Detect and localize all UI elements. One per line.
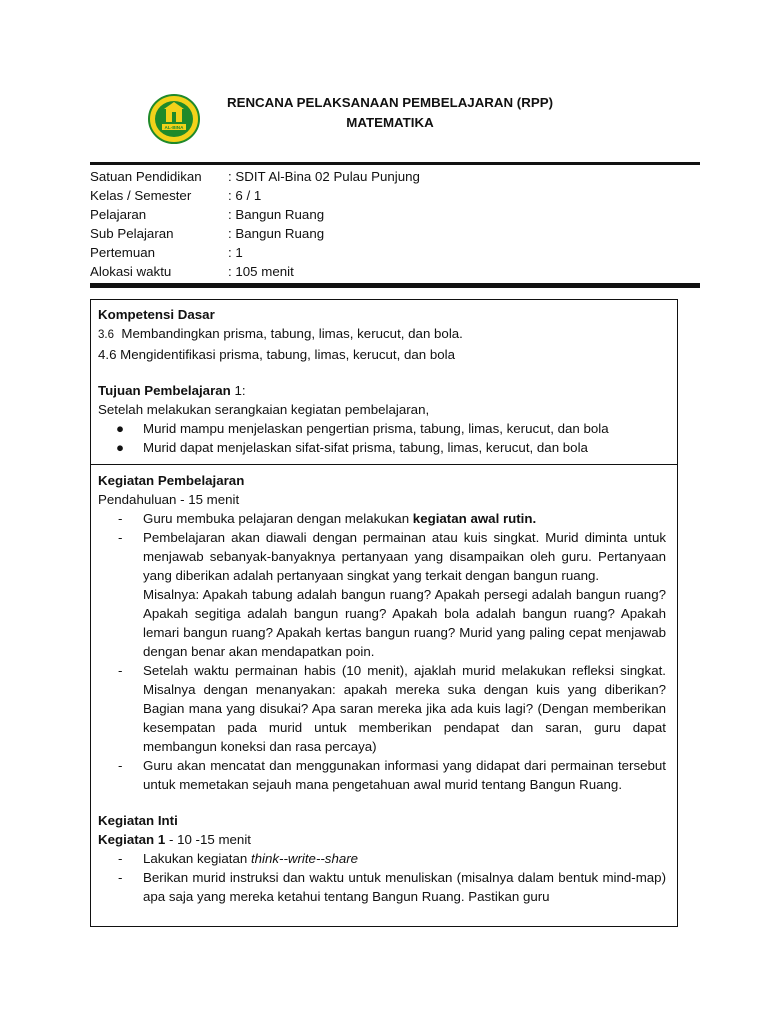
activity-1-line bbox=[98, 830, 671, 849]
identity-table bbox=[90, 167, 650, 281]
meta-row bbox=[90, 243, 650, 262]
kd-number: 3.6 bbox=[98, 329, 114, 341]
meta-value: : 105 menit bbox=[228, 264, 294, 279]
step-text: Berikan murid instruksi dan waktu untuk menuliskan (misalnya dalam bentuk mind-map) apa saja yang mereka ketahui tentang Bangun Ruang. Pastikan guru bbox=[143, 870, 666, 904]
top-divider bbox=[90, 162, 700, 165]
activity-1-duration: - 10 -15 menit bbox=[165, 832, 251, 847]
meta-key: Kelas / Semester bbox=[90, 188, 192, 203]
list-item bbox=[98, 509, 671, 528]
step-text: Pembelajaran akan diawali dengan permainan atau kuis singkat. Murid diminta untuk menjawab sebanyak-banyaknya pertanyaan yang disampaikan oleh guru. Pertanyaan yang diberikan adalah pertanyaan singkat yang terkait dengan bangun ruang. bbox=[143, 530, 666, 583]
intro-phase-label: Pendahuluan - 15 menit bbox=[98, 492, 240, 507]
step-text: Guru membuka pelajaran dengan melakukan bbox=[143, 511, 413, 526]
objective-list bbox=[98, 419, 671, 457]
objective-heading-line bbox=[98, 381, 671, 400]
meta-value: : Bangun Ruang bbox=[228, 207, 325, 222]
logo-text: AL-BINA bbox=[164, 125, 184, 130]
objective-text: Murid mampu menjelaskan pengertian prisma, tabung, limas, kerucut, dan bola bbox=[143, 421, 609, 436]
competency-section bbox=[91, 300, 677, 457]
kd-3-6 bbox=[98, 324, 671, 345]
competency-box bbox=[90, 299, 678, 465]
dash-marker: - bbox=[118, 758, 123, 773]
meta-value: : Bangun Ruang bbox=[228, 226, 325, 241]
kd-4-6: 4.6 Mengidentifikasi prisma, tabung, limas, kerucut, dan bola bbox=[98, 347, 455, 362]
step-text: Lakukan kegiatan bbox=[143, 851, 251, 866]
step-text: Guru akan mencatat dan menggunakan informasi yang didapat dari permainan tersebut untuk memetakan sejauh mana pengetahuan awal murid tentang Bangun Ruang. bbox=[143, 758, 666, 792]
step-bold: kegiatan awal rutin. bbox=[412, 511, 537, 526]
meta-value: : 1 bbox=[228, 245, 243, 260]
dash-marker: - bbox=[118, 511, 123, 526]
step-text: Setelah waktu permainan habis (10 menit), ajaklah murid melakukan refleksi singkat. Misalnya dengan menanyakan: apakah mereka suka dengan kuis yang diberikan? Bagian mana yang disukai? Apa saran mereka jika ada kuis lagi? (Dengan memberikan kesempatan pada murid untuk memberikan pendapat dan saran, guru dapat membangun koneksi dan rasa percaya) bbox=[143, 663, 666, 754]
meta-key: Sub Pelajaran bbox=[90, 226, 174, 241]
title-line-2: MATEMATIKA bbox=[346, 115, 434, 130]
list-item bbox=[98, 419, 671, 438]
intro-steps bbox=[98, 509, 671, 794]
list-item bbox=[98, 868, 671, 906]
kd-text: Membandingkan prisma, tabung, limas, kerucut, dan bola. bbox=[121, 326, 463, 341]
bottom-divider bbox=[90, 283, 700, 288]
step-text-example: Misalnya: Apakah tabung adalah bangun ruang? Apakah persegi adalah bangun ruang? Apakah segitiga adalah bangun ruang? Apakah bola adalah bangun ruang? Apakah lemari bangun ruang? Apakah kertas bangun ruang? Murid yang paling cepat menjawab dengan benar akan mendapatkan poin. bbox=[143, 587, 666, 659]
activity-1-label: Kegiatan 1 bbox=[98, 832, 166, 847]
meta-row bbox=[90, 186, 650, 205]
dash-marker: - bbox=[118, 530, 123, 545]
title-line-1: RENCANA PELAKSANAAN PEMBELAJARAN (RPP) bbox=[226, 95, 554, 110]
core-activity-heading: Kegiatan Inti bbox=[98, 813, 178, 828]
meta-key: Pertemuan bbox=[90, 245, 156, 260]
activity-1-steps bbox=[98, 849, 671, 906]
meta-key: Satuan Pendidikan bbox=[90, 169, 202, 184]
objective-text: Murid dapat menjelaskan sifat-sifat prisma, tabung, limas, kerucut, dan bola bbox=[143, 440, 588, 455]
meta-key: Pelajaran bbox=[90, 207, 147, 222]
objective-suffix: 1: bbox=[230, 383, 246, 398]
objective-intro: Setelah melakukan serangkaian kegiatan pembelajaran, bbox=[98, 402, 430, 417]
competency-heading: Kompetensi Dasar bbox=[98, 307, 215, 322]
activities-heading: Kegiatan Pembelajaran bbox=[98, 473, 245, 488]
dash-marker: - bbox=[118, 851, 123, 866]
activities-box bbox=[90, 464, 678, 927]
list-item bbox=[98, 661, 671, 756]
meta-value: : SDIT Al-Bina 02 Pulau Punjung bbox=[228, 169, 420, 184]
activities-section bbox=[91, 465, 677, 906]
list-item bbox=[98, 756, 671, 794]
meta-row bbox=[90, 205, 650, 224]
document-title bbox=[180, 93, 600, 133]
bullet-icon: ● bbox=[116, 421, 125, 436]
list-item bbox=[98, 849, 671, 868]
meta-key: Alokasi waktu bbox=[90, 264, 172, 279]
meta-value: : 6 / 1 bbox=[228, 188, 262, 203]
bullet-icon: ● bbox=[116, 440, 125, 455]
list-item bbox=[98, 528, 671, 661]
meta-row bbox=[90, 262, 650, 281]
list-item bbox=[98, 438, 671, 457]
dash-marker: - bbox=[118, 663, 123, 678]
meta-row bbox=[90, 224, 650, 243]
objective-heading: Tujuan Pembelajaran bbox=[98, 383, 231, 398]
step-italic: think--write--share bbox=[250, 851, 359, 866]
meta-row bbox=[90, 167, 650, 186]
dash-marker: - bbox=[118, 870, 123, 885]
